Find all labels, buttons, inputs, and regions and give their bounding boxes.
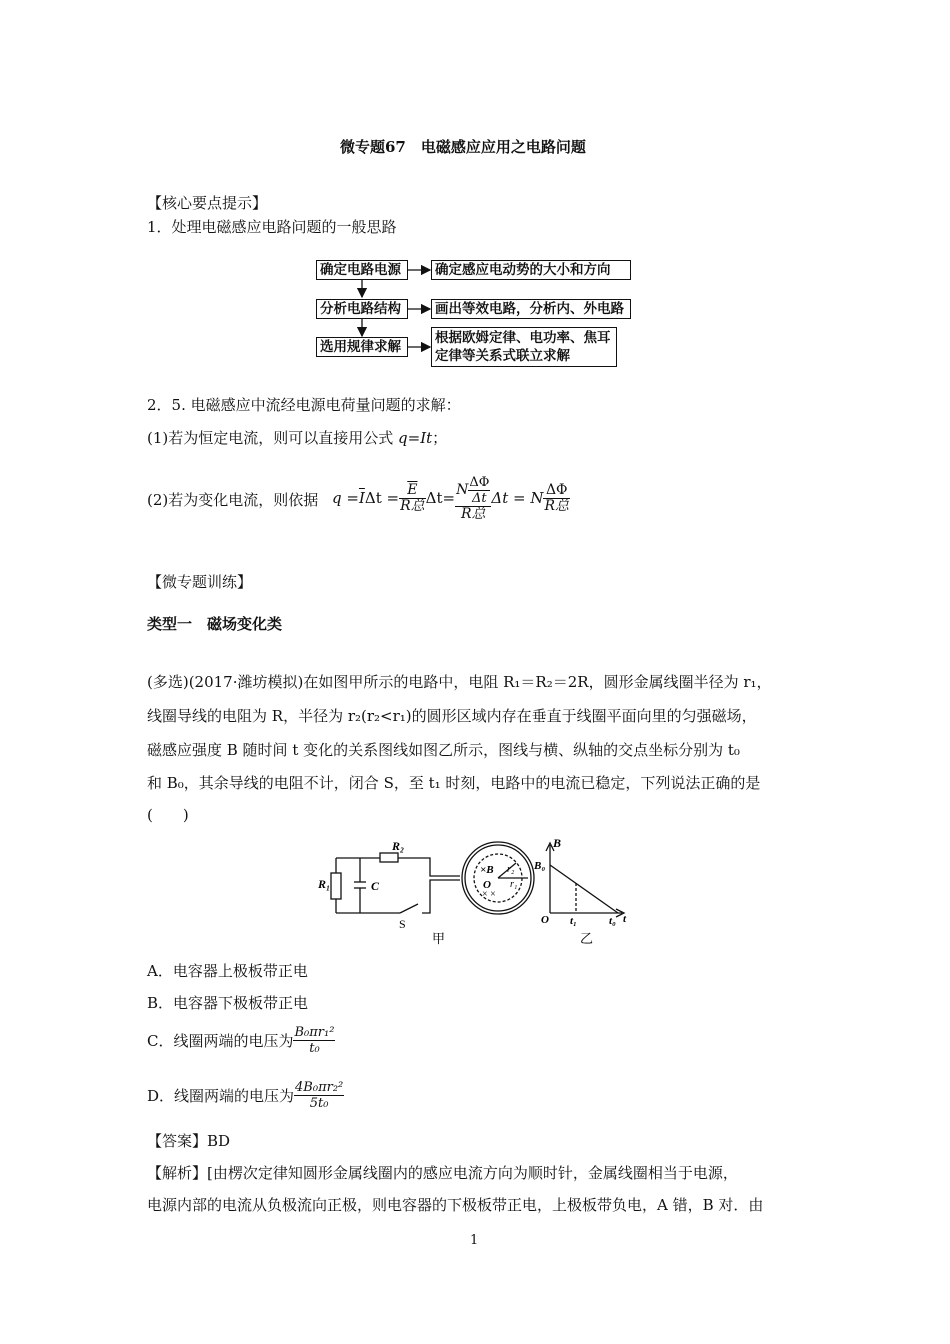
cross-marks: × × xyxy=(482,889,496,900)
formula-frac-nested xyxy=(455,475,491,522)
flow-step-3: 选用规律求解 xyxy=(316,337,408,357)
case-1-formula: q=It xyxy=(398,429,433,447)
problem-line-3: 磁感应强度 B 随时间 t 变化的关系图线如图乙所示，图线与横、纵轴的交点坐标分别为 t₀ xyxy=(147,741,740,759)
page-title: 微专题67 电磁感应应用之电路问题 xyxy=(340,138,586,156)
option-c xyxy=(147,1025,335,1056)
answer-value: BD xyxy=(207,1132,231,1150)
option-d-text: D．线圈两端的电压为 xyxy=(147,1086,295,1105)
graph-b-line xyxy=(550,865,618,913)
analysis-text: [由楞次定律知圆形金属线圈内的感应电流方向为顺时针，金属线圈相当于电源， xyxy=(207,1164,738,1182)
flow-result-3 xyxy=(431,327,617,367)
formula-dt-n: Δt = N xyxy=(491,489,544,507)
option-b: B．电容器下极板带正电 xyxy=(147,994,309,1012)
formula-r-total: R总 xyxy=(400,497,425,514)
formula-dt: Δt= xyxy=(425,489,456,507)
circuit-diagram xyxy=(331,842,534,914)
answer xyxy=(147,1131,230,1151)
flow-result-3-line1: 根据欧姆定律、电功率、焦耳 xyxy=(435,330,611,346)
flow-result-1: 确定感应电动势的大小和方向 xyxy=(431,260,631,280)
option-c-fraction xyxy=(293,1025,335,1056)
option-c-denominator: t₀ xyxy=(309,1041,320,1056)
graph-label-t: t xyxy=(623,913,627,925)
point-1: 1．处理电磁感应电路问题的一般思路 xyxy=(147,218,397,236)
answer-label: 【答案】 xyxy=(147,1132,208,1150)
option-a: A．电容器上极板带正电 xyxy=(147,962,308,980)
label-r2-inside: r₂ xyxy=(507,864,515,875)
option-d-denominator: 5t₀ xyxy=(309,1096,329,1111)
point-2: 2．5. 电磁感应中流经电源电荷量问题的求解： xyxy=(147,396,461,414)
problem-line-4: 和 B₀，其余导线的电阻不计，闭合 S，至 t₁ 时刻，电路中的电流已稳定，下列说法正确的是 xyxy=(147,774,761,792)
label-c: C xyxy=(371,879,380,893)
graph-label-b0: B₀ xyxy=(534,860,546,872)
label-r1: R₁ xyxy=(318,877,331,891)
formula-frac-dphi-r xyxy=(543,483,570,514)
problem-line-1: (多选)(2017·潍坊模拟)在如图甲所示的电路中，电阻 R₁＝R₂＝2R，圆形金属线圈半径为 r₁， xyxy=(147,673,772,691)
resistor-r2 xyxy=(380,853,398,862)
figure xyxy=(300,833,640,948)
option-d xyxy=(147,1080,344,1111)
label-b-inside: ×B xyxy=(480,864,494,876)
formula-r-total: R总 xyxy=(460,505,486,522)
circuit-wires xyxy=(336,858,460,913)
caption-b: 乙 xyxy=(580,931,594,946)
formula-dt: Δt = xyxy=(364,489,400,507)
analysis-line-2: 电源内部的电流从负极流向正极，则电容器的下极板带正电，上极板带负电，A 错，B 对．由 xyxy=(147,1196,764,1214)
label-r1-inside: r₁ xyxy=(510,879,518,890)
flow-result-2: 画出等效电路，分析内、外电路 xyxy=(431,299,631,319)
b-t-graph xyxy=(546,843,624,917)
page-number: 1 xyxy=(470,1233,479,1248)
case-1 xyxy=(147,428,447,448)
problem-line-2: 线圈导线的电阻为 R，半径为 r₂(r₂<r₁)的圆形区域内存在垂直于线圈平面向里的匀强磁场， xyxy=(147,707,757,725)
formula-q: q = xyxy=(332,489,359,507)
option-d-fraction xyxy=(294,1080,344,1111)
formula-ebar: $\overline{E}$ xyxy=(399,483,426,499)
type-header: 类型一 磁场变化类 xyxy=(147,615,283,633)
formula-r-total: R总 xyxy=(544,497,570,514)
formula-n: N xyxy=(456,481,469,498)
graph-label-t1: t₁ xyxy=(570,915,577,927)
training-header: 【微专题训练】 xyxy=(147,573,253,591)
flow-step-1: 确定电路电源 xyxy=(316,260,408,280)
case-2-formula xyxy=(332,463,570,533)
graph-label-b: B xyxy=(553,836,562,850)
formula-ibar: $\overline{I}$ xyxy=(358,489,365,507)
formula-dphi: ΔΦ xyxy=(543,483,570,499)
option-c-text: C．线圈两端的电压为 xyxy=(147,1031,294,1050)
section-hint: 【核心要点提示】 xyxy=(147,194,268,212)
caption-a: 甲 xyxy=(432,931,446,946)
formula-frac-e xyxy=(399,483,426,514)
resistor-r1 xyxy=(331,873,341,899)
case-1-text: (1)若为恒定电流，则可以直接用公式 xyxy=(147,429,399,447)
label-s: S xyxy=(399,917,406,931)
switch-s xyxy=(400,904,418,913)
case-1-suffix: ； xyxy=(432,429,448,447)
formula-nested-num xyxy=(455,475,491,507)
option-d-numerator: 4B₀πr₂² xyxy=(295,1080,344,1095)
option-c-numerator: B₀πr₁² xyxy=(294,1025,335,1040)
formula-dphi: ΔΦ xyxy=(469,474,490,490)
analysis-label: 【解析】 xyxy=(147,1164,208,1182)
case-2-text: (2)若为变化电流，则依据 xyxy=(147,491,319,509)
problem-line-5: ( ) xyxy=(147,806,189,824)
label-o-inside: O xyxy=(483,879,491,891)
flow-step-2: 分析电路结构 xyxy=(316,299,408,319)
graph-label-t0: t₀ xyxy=(609,915,616,927)
flow-result-3-line2: 定律等关系式联立求解 xyxy=(435,348,570,364)
formula-frac-dphi-dt xyxy=(468,475,490,506)
formula-dt-den: Δt xyxy=(472,490,487,506)
label-r2: R₂ xyxy=(392,839,405,853)
analysis-line-1 xyxy=(147,1163,738,1183)
graph-label-o: O xyxy=(541,914,549,926)
